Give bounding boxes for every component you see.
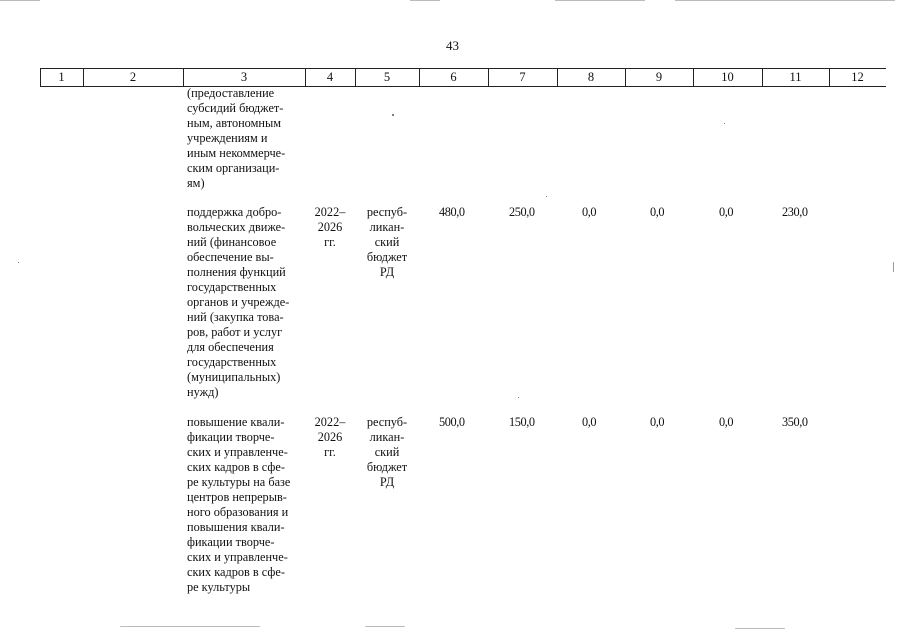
row-2-col9: 0,0 [650, 415, 665, 429]
header-cell-3: 3 [240, 70, 248, 84]
row-2-col7: 150,0 [509, 415, 535, 429]
row-0-description: (предоставление субсидий бюджет- ным, автономным учреждениям и иным некоммерче- ским организаци- ям) [187, 86, 286, 190]
header-cell-10: 10 [721, 70, 734, 84]
header-cell-7: 7 [519, 70, 526, 84]
header-cell-1: 1 [58, 70, 65, 84]
row-1-col11: 230,0 [782, 205, 808, 219]
row-1-col7: 250,0 [509, 205, 535, 219]
header-cell-4: 4 [326, 70, 334, 84]
row-1-description: поддержка добро- вольческих движе- ний (финансовое обеспечение вы- полнения функций государственных органов и учрежде- ний (закупка това- ров, работ и услуг для обеспечения государственных (муниципальных) нужд) [187, 205, 290, 399]
row-2-col8: 0,0 [582, 415, 597, 429]
header-cell-8: 8 [587, 70, 595, 84]
row-1-col9: 0,0 [650, 205, 665, 219]
header-cell-11: 11 [789, 70, 802, 84]
scan-speck [518, 397, 519, 398]
row-1-col8: 0,0 [582, 205, 597, 219]
header-cell-2: 2 [129, 70, 137, 84]
row-2-period: 2022– 2026 гг. [314, 415, 346, 459]
row-1-col10: 0,0 [719, 205, 734, 219]
row-2-col6: 500,0 [439, 415, 465, 429]
scan-speck [18, 262, 19, 263]
row-1-col6: 480,0 [439, 205, 465, 219]
row-2-col10: 0,0 [719, 415, 734, 429]
scan-speck [893, 262, 894, 272]
row-2-source: респуб- ликан- ский бюджет РД [366, 415, 408, 489]
scan-speck [724, 123, 725, 124]
row-2-col11: 350,0 [782, 415, 808, 429]
header-cell-6: 6 [450, 70, 457, 84]
scan-speck [120, 626, 260, 627]
row-2-description: повышение квали- фикации творче- ских и управленче- ских кадров в сфе- ре культуры на базе центров непрерыв- ного образования и повышения квали- фикации творче- ских и управленче- ских кадров в сфе- ре культуры [187, 415, 291, 594]
page-number: 43 [446, 38, 459, 53]
scan-speck [735, 628, 785, 629]
scan-edge-line [675, 0, 895, 1]
scan-speck [546, 196, 547, 197]
header-cell-9: 9 [655, 70, 663, 84]
header-cell-5: 5 [383, 70, 391, 84]
row-1-period: 2022– 2026 гг. [314, 205, 346, 249]
row-1-source: респуб- ликан- ский бюджет РД [366, 205, 408, 279]
header-cell-12: 12 [851, 70, 864, 84]
scan-speck [392, 114, 394, 116]
scan-edge-line [410, 0, 440, 1]
scan-edge-line [0, 0, 40, 1]
scan-speck [365, 626, 405, 627]
scan-edge-line [555, 0, 645, 1]
